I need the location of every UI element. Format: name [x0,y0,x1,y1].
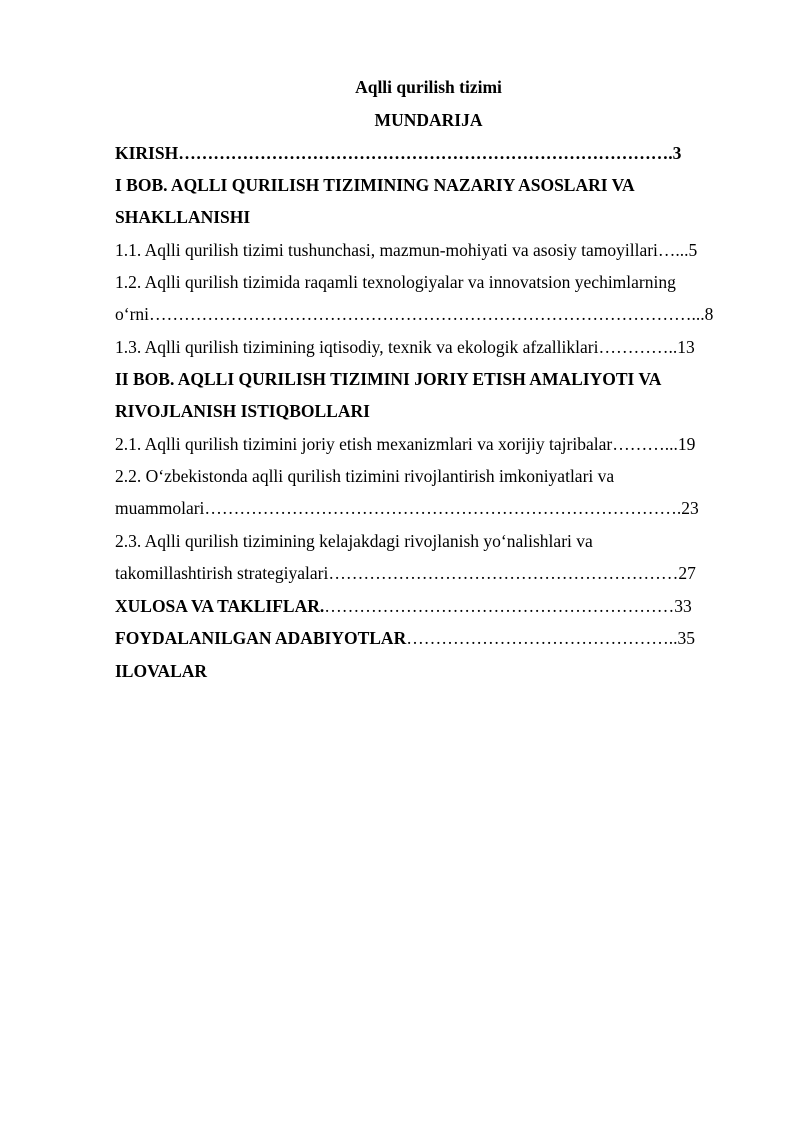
toc-entry-xulosa [115,596,692,616]
toc-entry-adabiyotlar-label: FOYDALANILGAN ADABIYOTLAR [115,628,407,648]
toc-entry-1-1: 1.1. Aqlli qurilish tizimi tushunchasi, mazmun-mohiyati va asosiy tamoyillari…...5 [115,240,698,260]
toc-chapter-1-title-cont: SHAKLLANISHI [115,207,251,227]
toc-entry-adabiyotlar-leader: ………………………………………..35 [406,628,695,648]
toc-entry-2-2: 2.2. O‘zbekistonda aqlli qurilish tizimini rivojlantirish imkoniyatlari va [115,466,615,486]
document-title: Aqlli qurilish tizimi [355,77,502,97]
toc-entry-1-2: 1.2. Aqlli qurilish tizimida raqamli texnologiyalar va innovatsion yechimlarning [115,272,676,292]
toc-heading: MUNDARIJA [374,110,483,130]
toc-entry-xulosa-leader: ……………………………………………………33 [324,596,692,616]
toc-entry-ilovalar: ILOVALAR [115,661,208,681]
toc-entry-1-3: 1.3. Aqlli qurilish tizimining iqtisodiy, texnik va ekologik afzalliklari…………..13 [115,337,695,357]
toc-entry-2-3-cont: takomillashtirish strategiyalari……………………………………………………27 [115,563,696,583]
toc-entry-1-2-cont: o‘rni…………………………………………………………………………………...8 [115,304,714,324]
toc-entry-2-3: 2.3. Aqlli qurilish tizimining kelajakdagi rivojlanish yo‘nalishlari va [115,531,593,551]
toc-entry-xulosa-label: XULOSA VA TAKLIFLAR. [115,596,325,616]
toc-entry-2-2-cont: muammolari……………………………………………………………………….23 [115,498,699,518]
toc-entry-adabiyotlar [115,628,695,648]
toc-entry-2-1: 2.1. Aqlli qurilish tizimini joriy etish mexanizmlari va xorijiy tajribalar………...19 [115,434,696,454]
toc-chapter-2-title-cont: RIVOJLANISH ISTIQBOLLARI [115,401,370,421]
toc-chapter-2-title: II BOB. AQLLI QURILISH TIZIMINI JORIY ETISH AMALIYOTI VA [115,369,662,389]
toc-chapter-1-title: I BOB. AQLLI QURILISH TIZIMINING NAZARIY ASOSLARI VA [115,175,635,195]
toc-entry-kirish: KIRISH………………………………………………………………………….3 [115,143,682,163]
